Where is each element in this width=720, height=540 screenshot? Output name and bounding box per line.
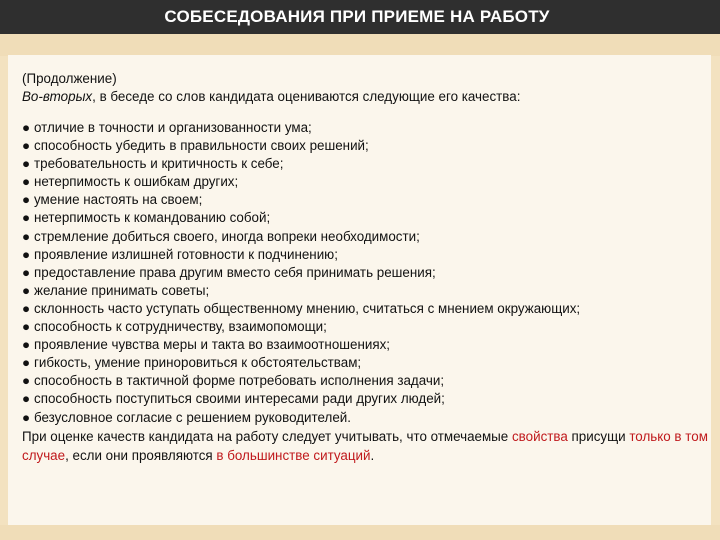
quality-item <box>22 119 712 137</box>
bullet-icon: ● <box>22 174 31 190</box>
quality-item <box>22 390 712 408</box>
bullet-icon: ● <box>22 373 31 389</box>
page-title: СОБЕСЕДОВАНИЯ ПРИ ПРИЕМЕ НА РАБОТУ <box>164 7 550 26</box>
quality-text: способность поступиться своими интересами ради других людей; <box>34 391 445 407</box>
bullet-icon: ● <box>22 138 31 154</box>
quality-item <box>22 300 712 318</box>
quality-text: предоставление права другим вместо себя принимать решения; <box>34 264 436 280</box>
bullet-icon: ● <box>22 228 31 244</box>
quality-text: склонность часто уступать общественному мнению, считаться с мнением окружающих; <box>34 300 581 316</box>
qualities-list <box>22 119 712 427</box>
conclusion-part: При оценке качеств кандидата на работу следует учитывать, что отмечаемые <box>22 428 512 444</box>
bullet-icon: ● <box>22 282 31 298</box>
bullet-icon: ● <box>22 300 31 316</box>
slide-content <box>22 70 712 465</box>
quality-text: проявление излишней готовности к подчинению; <box>34 246 338 262</box>
bottom-band <box>0 525 720 540</box>
quality-item <box>22 282 712 300</box>
quality-text: нетерпимость к ошибкам других; <box>34 174 239 190</box>
quality-text: стремление добиться своего, иногда вопреки необходимости; <box>34 228 420 244</box>
quality-item <box>22 155 712 173</box>
bullet-icon: ● <box>22 319 31 335</box>
quality-item <box>22 137 712 155</box>
quality-item <box>22 228 712 246</box>
title-bar <box>0 0 720 34</box>
conclusion-part: . <box>370 447 375 463</box>
bullet-icon: ● <box>22 246 31 262</box>
bullet-icon: ● <box>22 192 31 208</box>
highlight-only-when: только в том случае <box>22 428 708 463</box>
bullet-icon: ● <box>22 120 31 135</box>
conclusion-part: , если они проявляются <box>65 447 217 463</box>
open-paren: ( <box>22 71 27 86</box>
quality-item <box>22 191 712 209</box>
quality-item <box>22 372 712 390</box>
intro-lead: Во-вторых <box>22 89 93 104</box>
close-paren: ) <box>112 71 117 86</box>
decorative-band <box>0 34 720 56</box>
quality-text: требовательность и критичность к себе; <box>34 156 284 172</box>
conclusion-text <box>22 427 712 465</box>
intro-line <box>22 88 712 106</box>
intro-rest: , в беседе со слов кандидата оцениваются следующие его качества: <box>92 89 521 104</box>
bullet-icon: ● <box>22 355 31 371</box>
quality-item <box>22 354 712 372</box>
quality-item <box>22 318 712 336</box>
quality-item <box>22 409 712 427</box>
highlight-majority: в большинстве ситуаций <box>216 447 371 463</box>
highlight-properties: свойства <box>511 428 568 444</box>
quality-item <box>22 264 712 282</box>
quality-text: проявление чувства меры и такта во взаимоотношениях; <box>34 337 391 353</box>
continued-note <box>22 70 712 88</box>
quality-text: гибкость, умение приноровиться к обстоятельствам; <box>34 355 362 371</box>
bullet-icon: ● <box>22 391 31 407</box>
quality-item <box>22 209 712 227</box>
bullet-icon: ● <box>22 210 31 226</box>
quality-text: способность убедить в правильности своих решений; <box>34 138 369 154</box>
quality-text: способность в тактичной форме потребовать исполнения задачи; <box>34 373 445 389</box>
quality-item <box>22 336 712 354</box>
quality-item <box>22 173 712 191</box>
bullet-icon: ● <box>22 409 31 425</box>
continued-label: Продолжение <box>26 71 113 86</box>
bullet-icon: ● <box>22 337 31 353</box>
bullet-icon: ● <box>22 156 31 172</box>
quality-text: желание принимать советы; <box>34 282 210 298</box>
quality-text: отличие в точности и организованности ума; <box>34 120 312 135</box>
quality-text: безусловное согласие с решением руководителей. <box>34 409 351 425</box>
quality-text: умение настоять на своем; <box>34 192 203 208</box>
quality-text: способность к сотрудничеству, взаимопомощи; <box>34 319 327 335</box>
quality-item <box>22 246 712 264</box>
bullet-icon: ● <box>22 264 31 280</box>
conclusion-part: присущи <box>567 428 630 444</box>
quality-text: нетерпимость к командованию собой; <box>34 210 271 226</box>
